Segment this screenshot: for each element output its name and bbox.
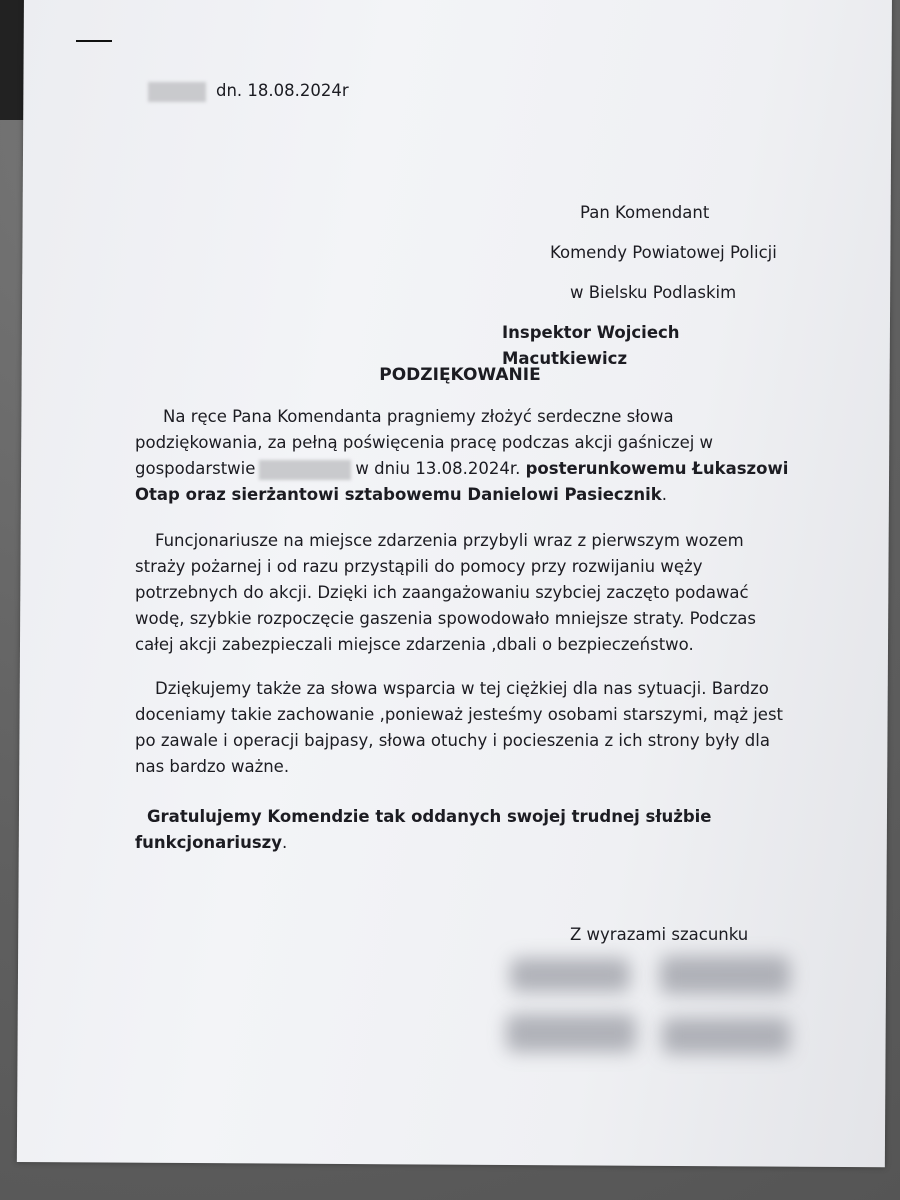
signature-blur: [506, 1014, 636, 1052]
paragraph-line: wodę, szybkie rozpoczęcie gaszenia spowodowało mniejsze straty. Podczas: [135, 609, 756, 628]
paragraph-1: [135, 404, 789, 508]
addressee-line-2: Komendy Powiatowej Policji: [550, 243, 777, 262]
paragraph-line: doceniamy takie zachowanie ,ponieważ jesteśmy osobami starszymi, mąż jest: [135, 705, 784, 724]
paragraph-text: .: [282, 833, 288, 852]
paragraph-text: .: [661, 485, 667, 504]
redacted-place: [259, 460, 351, 480]
signature-blur: [662, 1018, 790, 1054]
paragraph-text: w dniu 13.08.2024r.: [355, 459, 521, 478]
corner-mark: [76, 40, 112, 42]
redacted-place: [148, 82, 206, 102]
date-line: [148, 78, 349, 104]
addressee-line-4: Inspektor Wojciech Macutkiewicz: [502, 323, 680, 368]
paragraph-line: [135, 830, 775, 856]
closing-salutation: Z wyrazami szacunku: [570, 925, 749, 944]
letter-heading: PODZIĘKOWANIE: [379, 365, 541, 385]
date-text: dn. 18.08.2024r: [216, 81, 349, 100]
addressee-block: [480, 200, 780, 368]
officer-name: posterunkowemu Łukaszowi: [525, 459, 789, 478]
paragraph-4: [135, 804, 775, 856]
paragraph-line: straży pożarnej i od razu przystąpili do pomocy przy rozwijaniu węży: [135, 557, 703, 576]
paragraph-line: Na ręce Pana Komendanta pragniemy złożyć serdeczne słowa: [163, 407, 674, 426]
paragraph-line: Gratulujemy Komendzie tak oddanych swojej trudnej służbie: [147, 807, 712, 826]
redacted-signature: [500, 948, 810, 1068]
paragraph-line: po zawale i operacji bajpasy, słowa otuchy i pocieszenia z ich strony były dla: [135, 731, 770, 750]
paragraph-line: nas bardzo ważne.: [135, 757, 290, 776]
paragraph-line: całej akcji zabezpieczali miejsce zdarzenia ,dbali o bezpieczeństwo.: [135, 635, 694, 654]
paragraph-line: [135, 482, 775, 508]
addressee-line-1: Pan Komendant: [580, 203, 710, 222]
addressee-line-3: w Bielsku Podlaskim: [570, 283, 737, 302]
officer-name: Otap oraz sierżantowi sztabowemu Danielowi Pasiecznik: [135, 485, 662, 504]
paragraph-line: podziękowania, za pełną poświęcenia pracę podczas akcji gaśniczej w: [135, 433, 714, 452]
paragraph-line: potrzebnych do akcji. Dzięki ich zaangażowaniu szybciej zaczęto podawać: [135, 583, 749, 602]
paragraph-line: [135, 456, 789, 482]
paragraph-text: funkcjonariuszy: [135, 833, 283, 852]
signature-blur: [660, 956, 790, 994]
paragraph-text: gospodarstwie: [135, 459, 256, 478]
paragraph-line: Funcjonariusze na miejsce zdarzenia przybyli wraz z pierwszym wozem: [155, 531, 744, 550]
paragraph-3: [135, 676, 784, 780]
paragraph-line: Dziękujemy także za słowa wsparcia w tej ciężkiej dla nas sytuacji. Bardzo: [155, 679, 769, 698]
signature-blur: [510, 958, 630, 992]
paragraph-2: [135, 528, 775, 658]
